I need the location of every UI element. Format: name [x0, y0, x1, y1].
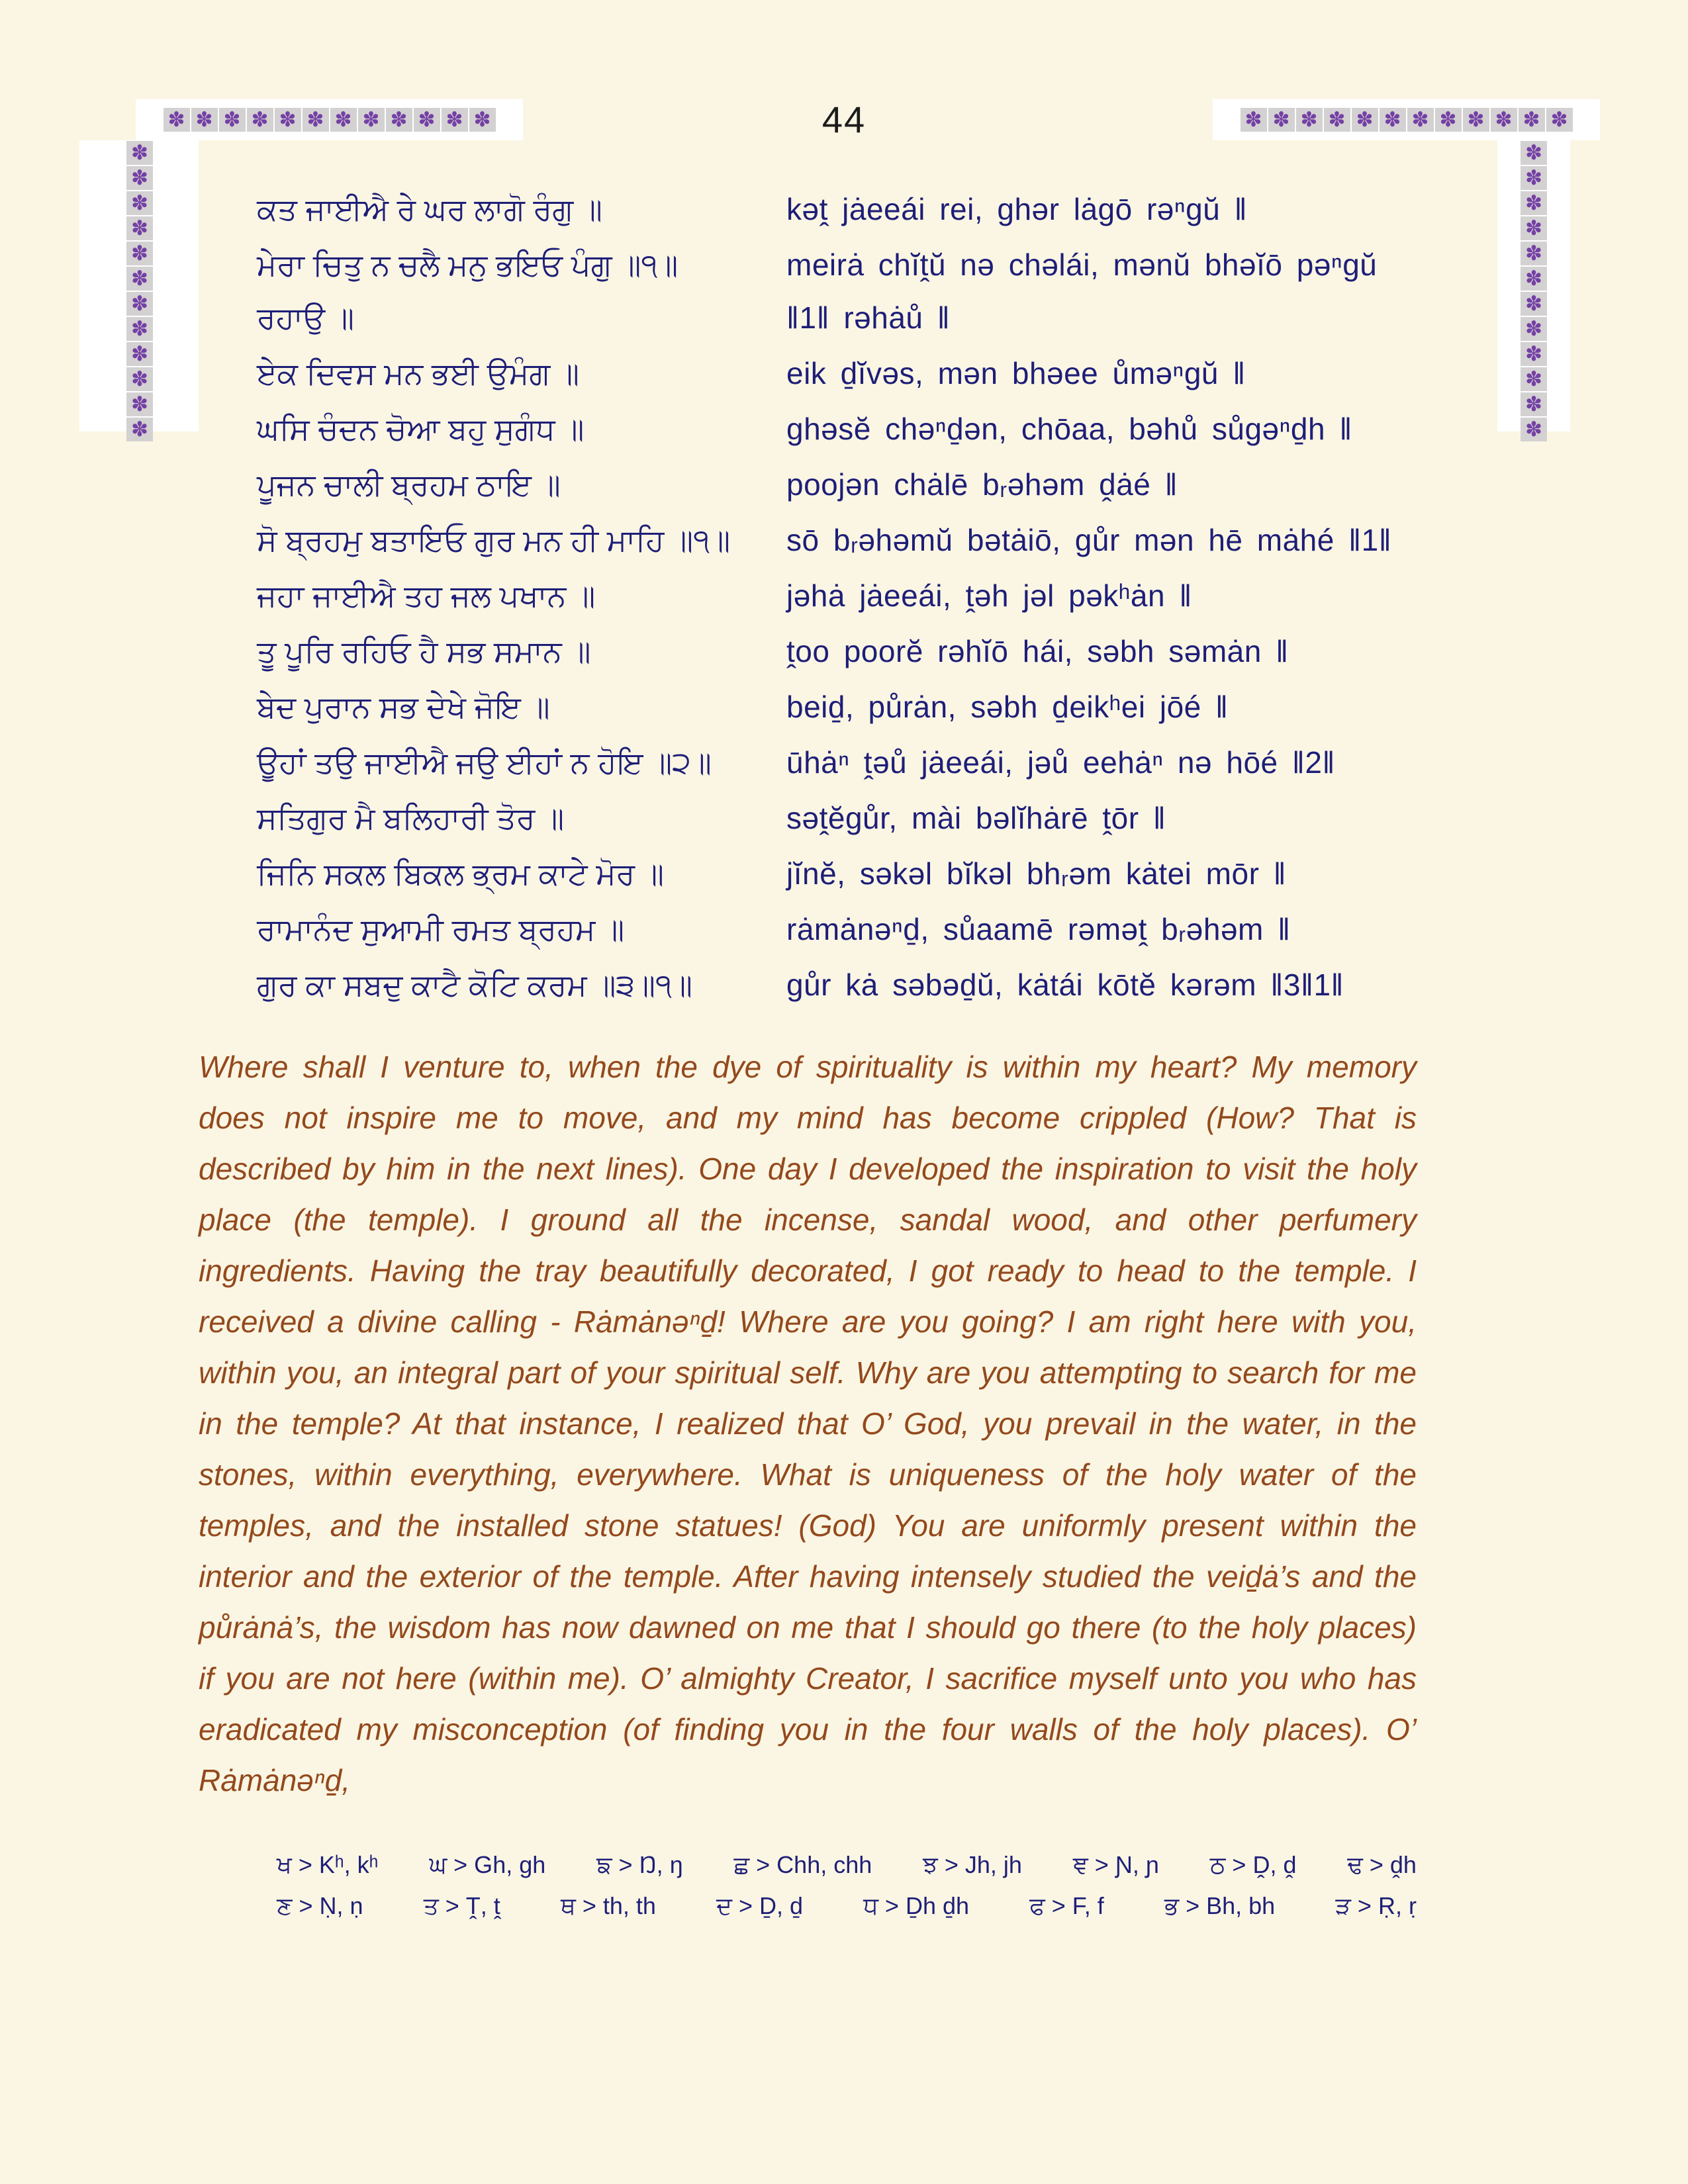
flower-icon: ✽	[126, 267, 153, 291]
gurmukhi-line: ਸੋ ਬ੍ਰਹਮੁ ਬਤਾਇਓ ਗੁਰ ਮਨ ਹੀ ਮਾਹਿ ॥੧॥	[257, 523, 731, 557]
legend-entry: ਢ > ḓh	[1347, 1851, 1417, 1878]
legend-entry: ਛ > Chh, chh	[733, 1851, 872, 1878]
flower-icon: ✽	[1521, 191, 1547, 215]
flower-icon: ✽	[164, 108, 190, 132]
verse-row	[257, 903, 1417, 956]
flower-icon: ✽	[469, 108, 496, 132]
transliteration-key-row	[277, 1844, 1417, 1886]
verse-row	[257, 514, 1417, 567]
flower-icon: ✽	[1324, 108, 1350, 132]
flower-icon: ✽	[330, 108, 357, 132]
flower-icon: ✽	[1521, 166, 1547, 190]
gurmukhi-line: ਏਕ ਦਿਵਸ ਮਨ ਭਈ ਉਮੰਗ ॥	[257, 356, 580, 390]
gurmukhi-line: ਸਤਿਗੁਰ ਮੈ ਬਲਿਹਾਰੀ ਤੋਰ ॥	[257, 801, 565, 835]
flower-icon: ✽	[1521, 141, 1547, 165]
legend-entry: ੜ > Ṛ, ṛ	[1335, 1892, 1417, 1919]
flower-icon: ✽	[1521, 267, 1547, 291]
gurmukhi-line: ਕਤ ਜਾਈਐ ਰੇ ਘਰ ਲਾਗੋ ਰੰਗੁ ॥	[257, 192, 602, 226]
flower-icon: ✽	[442, 108, 468, 132]
transliteration-line: ghəsĕ chəⁿḏən, chōaa, bəhů sůgəⁿḏh ‖	[786, 412, 1352, 446]
flower-icon: ✽	[358, 108, 385, 132]
legend-entry: ਘ > Gh, gh	[429, 1851, 546, 1878]
flower-icon: ✽	[1268, 108, 1295, 132]
flower-icon: ✽	[126, 191, 153, 215]
flower-icon: ✽	[1519, 108, 1545, 132]
legend-entry: ਣ > Ṇ, ṇ	[277, 1892, 363, 1919]
transliteration-line: eik ḏĭvəs, mən bhəee ůməⁿgŭ ‖	[786, 356, 1246, 390]
flower-icon: ✽	[1352, 108, 1378, 132]
flower-icon: ✽	[126, 242, 153, 265]
flower-icon: ✽	[219, 108, 246, 132]
flower-icon: ✽	[1521, 392, 1547, 416]
legend-entry: ਧ > Ḏh ḏh	[863, 1892, 970, 1919]
verse-row	[257, 347, 1417, 400]
gurmukhi-line: ਪੂਜਨ ਚਾਲੀ ਬ੍ਰਹਮ ਠਾਇ ॥	[257, 467, 561, 502]
gurmukhi-line: ਬੇਦ ਪੁਰਾਨ ਸਭ ਦੇਖੇ ਜੋਇ ॥	[257, 690, 550, 724]
flower-icon: ✽	[1521, 216, 1547, 240]
transliteration-key-row	[277, 1886, 1417, 1927]
page-content	[0, 183, 1688, 1927]
legend-entry: ਤ > Ṱ, ṱ	[423, 1892, 500, 1919]
gurmukhi-line: ਜਿਨਿ ਸਕਲ ਬਿਕਲ ਭ੍ਰਮ ਕਾਟੇ ਮੋਰ ॥	[257, 856, 664, 891]
flower-icon: ✽	[126, 166, 153, 190]
legend-entry: ਠ > Ḓ, ḓ	[1209, 1851, 1297, 1878]
flower-icon: ✽	[126, 292, 153, 316]
page-number: 44	[821, 99, 867, 140]
legend-entry: ਝ > Jh, jh	[923, 1851, 1022, 1878]
flower-icon: ✽	[1296, 108, 1323, 132]
legend-entry: ਙ > Ŋ, ŋ	[596, 1851, 683, 1878]
legend-entry: ਥ > th, th	[561, 1892, 656, 1919]
legend-entry: ਭ > Bh, bh	[1164, 1892, 1276, 1919]
gurmukhi-line: ਰਾਮਾਨੰਦ ਸੁਆਮੀ ਰਮਤ ਬ੍ਰਹਮ ॥	[257, 912, 625, 946]
gurmukhi-line: ਗੁਰ ਕਾ ਸਬਦੁ ਕਾਟੈ ਕੋਟਿ ਕਰਮ ॥੩॥੧॥	[257, 968, 692, 1002]
flower-icon: ✽	[126, 367, 153, 391]
transliteration-line: jəhȧ jȧeeái, ṱəh jəl pəkʰȧn ‖	[786, 578, 1192, 613]
flower-icon: ✽	[303, 108, 329, 132]
transliteration-line: jĭnĕ, səkəl bĭkəl bhᵣəm kȧtei mōr ‖	[786, 856, 1287, 891]
transliteration-line: ṱoo poorĕ rəhĭō hái, səbh səmȧn ‖	[786, 634, 1289, 668]
gurmukhi-line: ਮੇਰਾ ਚਿਤੁ ਨ ਚਲੈ ਮਨੁ ਭਇਓ ਪੰਗੁ ॥੧॥ ਰਹਾਉ ॥	[257, 248, 679, 335]
transliteration-line: gůr kȧ səbəḏŭ, kȧtái kōtĕ kərəm ‖3‖1‖	[786, 968, 1344, 1002]
flower-icon: ✽	[1521, 242, 1547, 265]
verse-row	[257, 402, 1417, 455]
flower-icon: ✽	[386, 108, 412, 132]
flower-border-horizontal-left	[136, 99, 523, 140]
transliteration-line: kəṱ jȧeeái rei, ghər lȧgō rəⁿgŭ ‖	[786, 192, 1248, 226]
flower-icon: ✽	[1463, 108, 1489, 132]
flower-icon: ✽	[275, 108, 301, 132]
flower-icon: ✽	[126, 141, 153, 165]
flower-icon: ✽	[1435, 108, 1462, 132]
transliteration-key	[277, 1844, 1417, 1927]
transliteration-line: rȧmȧnəⁿḏ, sůaamē rəməṱ bᵣəhəm ‖	[786, 912, 1291, 946]
verse-row	[257, 792, 1417, 844]
gurmukhi-line: ਊਹਾਂ ਤਉ ਜਾਈਐ ਜਉ ਈਹਾਂ ਨ ਹੋਇ ॥੨॥	[257, 745, 712, 780]
transliteration-line: beiḏ, půrȧn, səbh ḏeikʰei jōé ‖	[786, 690, 1229, 724]
verses-section	[257, 183, 1417, 1011]
flower-icon: ✽	[126, 342, 153, 366]
verse-row	[257, 847, 1417, 900]
transliteration-line: poojən chȧlē bᵣəhəm ḓȧé ‖	[786, 467, 1178, 502]
transliteration-line: sō bᵣəhəmŭ bətȧiō, gůr mən hē mȧhé ‖1‖	[786, 523, 1392, 557]
verse-row	[257, 238, 1417, 344]
flower-icon: ✽	[1521, 317, 1547, 341]
flower-icon: ✽	[1491, 108, 1517, 132]
flower-icon: ✽	[414, 108, 440, 132]
legend-entry: ਖ > Kʰ, kʰ	[277, 1851, 379, 1878]
flower-icon: ✽	[126, 216, 153, 240]
gurmukhi-line: ਘਸਿ ਚੰਦਨ ਚੋਆ ਬਹੁ ਸੁਗੰਧ ॥	[257, 412, 585, 446]
flower-icon: ✽	[1546, 108, 1573, 132]
flower-icon: ✽	[1241, 108, 1267, 132]
transliteration-line: meirȧ chĭṱŭ nə chəlái, mənŭ bhəĭō pəⁿgŭ ‖1‖ rəhȧů ‖	[786, 248, 1378, 335]
verse-row	[257, 625, 1417, 678]
flower-icon: ✽	[1521, 292, 1547, 316]
verse-row	[257, 958, 1417, 1011]
transliteration-line: ūhȧⁿ ṱəů jȧeeái, jəů eehȧⁿ nə hōé ‖2‖	[786, 745, 1335, 780]
flower-icon: ✽	[247, 108, 273, 132]
legend-entry: ਦ > Ḏ, ḏ	[716, 1892, 804, 1919]
flower-border-horizontal-right	[1213, 99, 1600, 140]
flower-icon: ✽	[1407, 108, 1434, 132]
translation-paragraph: Where shall I venture to, when the dye of spirituality is within my heart? My memory does not inspire me to move, and my mind has become crippled (How? That is described by him in the next lines). One day I developed the inspiration to visit the holy place (the temple). I ground all the incense, sandal wood, and other perfumery ingredients. Having the tray beautifully decorated, I got ready to head to the temple. I received a divine calling - Rȧmȧnəⁿḏ! Where are you going? I am right here with you, within you, an integral part of your spiritual self. Why are you attempting to search for me in the temple? At that instance, I realized that O’ God, you prevail in the water, in the stones, within everything, everywhere. What is uniqueness of the holy water of the temples, and the installed stone statues! (God) You are uniformly present within the interior and the exterior of the temple. After having intensely studied the veiḏȧ’s and the půrȧnȧ’s, the wisdom has now dawned on me that I should go there (to the holy places) if you are not here (within me). O’ almighty Creator, I sacrifice myself unto you who has eradicated my misconception (of finding you in the four walls of the holy places). O’ Rȧmȧnəⁿḏ,	[199, 1050, 1417, 1797]
verse-row	[257, 569, 1417, 622]
verse-row	[257, 183, 1417, 236]
flower-icon: ✽	[1521, 342, 1547, 366]
legend-entry: ਫ > F, f	[1029, 1892, 1104, 1919]
flower-icon: ✽	[126, 317, 153, 341]
verse-row	[257, 736, 1417, 789]
flower-icon: ✽	[126, 392, 153, 416]
legend-entry: ਞ > Ɲ, ɲ	[1072, 1851, 1159, 1878]
flower-icon: ✽	[1521, 418, 1547, 441]
flower-icon: ✽	[1521, 367, 1547, 391]
verse-row	[257, 458, 1417, 511]
transliteration-line: səṱĕgůr, mài bəlĭhȧrē ṱōr ‖	[786, 801, 1166, 835]
gurmukhi-line: ਤੂ ਪੂਰਿ ਰਹਿਓ ਹੈ ਸਭ ਸਮਾਨ ॥	[257, 634, 591, 668]
flower-icon: ✽	[1380, 108, 1406, 132]
gurmukhi-line: ਜਹਾ ਜਾਈਐ ਤਹ ਜਲ ਪਖਾਨ ॥	[257, 578, 596, 613]
verse-row	[257, 680, 1417, 733]
flower-icon: ✽	[191, 108, 218, 132]
flower-icon: ✽	[126, 418, 153, 441]
